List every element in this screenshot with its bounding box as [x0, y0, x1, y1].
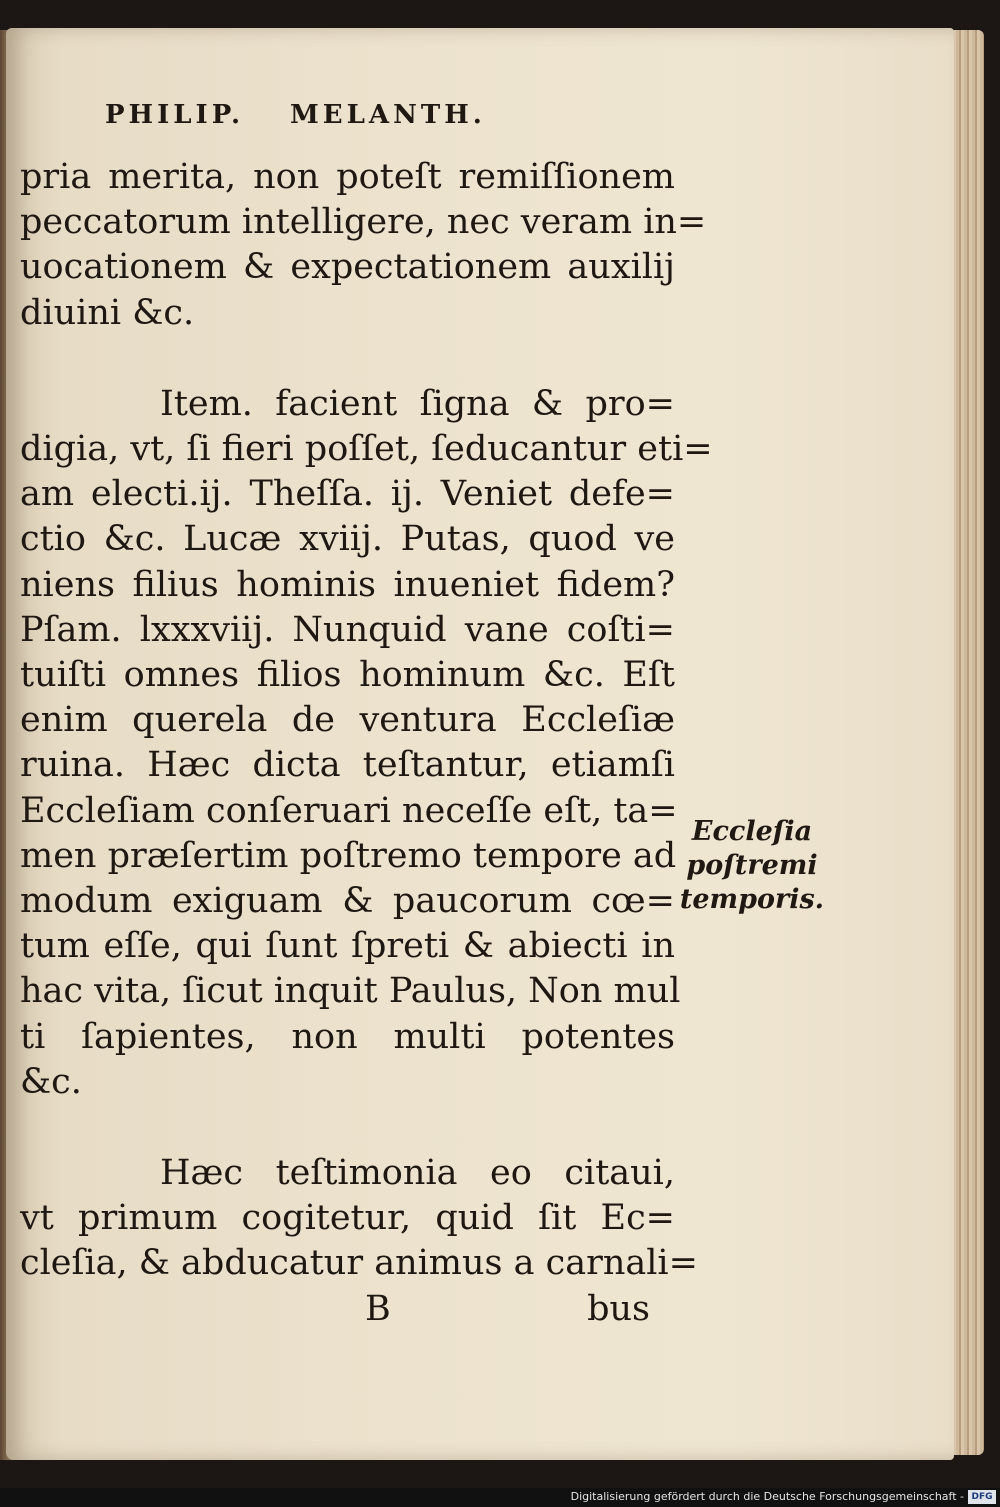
paragraph-2: [20, 382, 713, 1105]
text-line: Hæc teſtimonia eo citaui,: [160, 1153, 675, 1194]
dfg-logo-icon: DFG: [968, 1490, 996, 1504]
marginal-note-line: poſtremi: [686, 850, 818, 881]
running-head: [105, 100, 585, 130]
paragraph-3: [20, 1151, 698, 1287]
text-line: niens filius hominis inueniet fidem?: [20, 564, 675, 605]
text-line: cleſia, & abducatur animus a carnali=: [20, 1243, 698, 1284]
text-line: men præſertim poſtremo tempore ad: [20, 835, 677, 876]
text-line: ti ſapientes, non multi potentes: [20, 1016, 675, 1057]
text-line: ruina. Hæc dicta teſtantur, etiamſi: [20, 745, 675, 786]
text-line: ctio &c. Lucæ xviij. Putas, quod ve: [20, 519, 675, 560]
text-line: diuini &c.: [20, 292, 195, 333]
paragraph-1: [20, 155, 707, 336]
text-line: Eccleſiam conſeruari neceſſe eſt, ta=: [20, 790, 678, 831]
main-text: [20, 155, 713, 1332]
catchword: bus: [587, 1288, 650, 1329]
text-line: uocationem & expectationem auxilij: [20, 247, 675, 288]
text-line: modum exiguam & paucorum cœ=: [20, 881, 675, 922]
text-line: hac vita, ſicut inquit Paulus, Non mul: [20, 971, 681, 1012]
text-line: vt primum cogitetur, quid ſit Ec=: [20, 1198, 675, 1239]
text-line: digia, vt, ſi fieri poſſet, ſeducantur eti=: [20, 429, 713, 470]
marginal-note-line: Eccleſia: [691, 816, 813, 847]
text-line: pria merita, non poteſt remiſſionem: [20, 157, 675, 197]
text-line: tum eſſe, qui ſunt ſpreti & abiecti in: [20, 926, 675, 967]
running-head-right: MELANTH.: [290, 100, 486, 130]
text-line: tuiſti omnes filios hominum &c. Eſt: [20, 655, 675, 696]
text-line: peccatorum intelligere, nec veram in=: [20, 202, 707, 243]
running-head-left: PHILIP.: [105, 100, 245, 130]
funding-notice: Digitalisierung gefördert durch die Deutsche Forschungsgemeinschaft -: [570, 1490, 964, 1503]
signature-mark: B: [365, 1288, 391, 1329]
text-line: Pſam. lxxxviij. Nunquid vane coſti=: [20, 609, 675, 650]
marginal-note: [672, 815, 832, 917]
signature-catchword-line: [20, 1287, 650, 1332]
text-line: Item. facient ſigna & pro=: [160, 383, 675, 424]
text-line: am electi.ij. Theſſa. ij. Veniet defe=: [20, 474, 675, 515]
text-line: &c.: [20, 1061, 82, 1102]
text-line: enim querela de ventura Eccleſiæ: [20, 700, 675, 741]
marginal-note-line: temporis.: [679, 884, 825, 915]
